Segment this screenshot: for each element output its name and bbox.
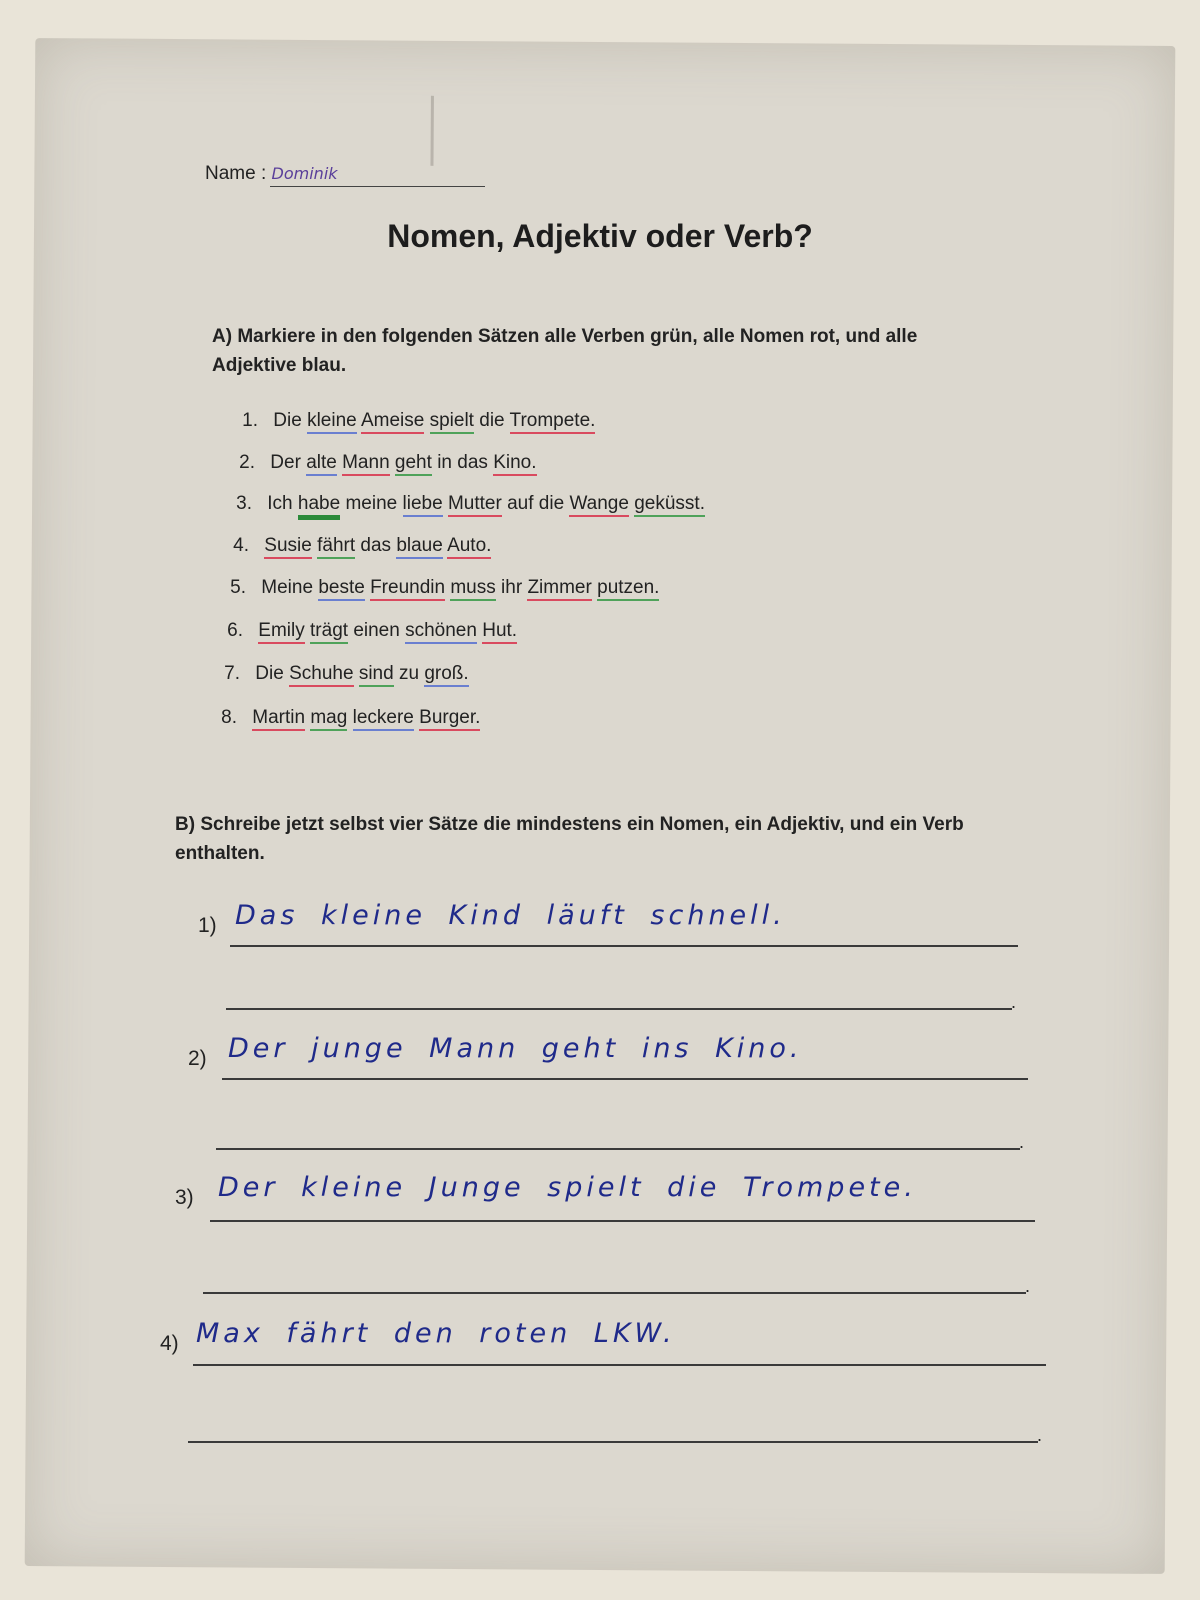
word-noun: Schuhe: [289, 663, 353, 687]
word-noun: Burger.: [419, 707, 480, 731]
word-noun: Susie: [264, 535, 312, 559]
name-label: Name :: [205, 163, 267, 184]
sentence-7: [210, 663, 469, 685]
word: Der: [270, 452, 301, 473]
word-noun: Hut.: [482, 620, 517, 644]
sentence-number: 4.: [233, 535, 249, 556]
word: Ich: [267, 493, 293, 514]
section-a-text: Markiere in den folgenden Sätzen alle Verben grün, alle Nomen rot, und alle Adjektive blau.: [212, 326, 918, 376]
paper-crease: [430, 96, 433, 166]
word-verb: habe: [298, 493, 340, 520]
word-verb: muss: [450, 577, 495, 601]
word-adjective: groß.: [424, 663, 468, 687]
word: auf: [507, 493, 534, 514]
name-value: Dominik: [271, 164, 338, 183]
word-noun: Freundin: [370, 577, 445, 601]
sentence-8: [207, 707, 480, 729]
word: Die: [255, 663, 284, 684]
line-end-mark: .: [1037, 1425, 1043, 1445]
word-verb: putzen.: [597, 577, 659, 601]
word-noun: Auto.: [447, 535, 491, 559]
word-verb: spielt: [430, 410, 474, 434]
answer-handwriting: Max fährt den roten LKW.: [196, 1318, 676, 1349]
sentence-1: [228, 410, 595, 432]
answer-line: [188, 1441, 1038, 1443]
word-noun: Mutter: [448, 493, 502, 517]
answer-handwriting: Der kleine Junge spielt die Trompete.: [218, 1172, 917, 1203]
word-noun: Martin: [252, 707, 305, 731]
word-noun: Emily: [258, 620, 304, 644]
word: Meine: [261, 577, 314, 598]
word-adjective: blaue: [396, 535, 443, 559]
word-adjective: leckere: [353, 707, 414, 731]
section-b-instruction: [175, 810, 995, 868]
sentence-2: [225, 452, 537, 474]
word-noun: Zimmer: [527, 577, 591, 601]
word-adjective: kleine: [307, 410, 357, 434]
sentence-number: 2.: [239, 452, 255, 473]
word-adjective: beste: [318, 577, 364, 601]
word: meine: [345, 493, 398, 514]
answer-line: [226, 1008, 1012, 1010]
answer-handwriting: Der junge Mann geht ins Kino.: [228, 1033, 803, 1064]
section-b-text: Schreibe jetzt selbst vier Sätze die mindestens ein Nomen, ein Adjektiv, und ein Verb enthalten.: [175, 814, 964, 864]
line-end-mark: .: [1019, 1132, 1025, 1152]
section-a-instruction: [212, 322, 972, 380]
name-line: [270, 186, 485, 187]
answer-line: [230, 945, 1018, 947]
sentence-number: 5.: [230, 577, 246, 598]
word-noun: Mann: [342, 452, 390, 476]
word-noun: Ameise: [361, 410, 424, 434]
answer-line: [210, 1220, 1035, 1222]
sentence-number: 3.: [236, 493, 252, 514]
word-verb: mag: [310, 707, 347, 731]
answer-number: 3): [175, 1186, 194, 1209]
word-verb: fährt: [317, 535, 355, 559]
word: das: [360, 535, 392, 556]
answer-number: 4): [160, 1332, 179, 1355]
worksheet-title: Nomen, Adjektiv oder Verb?: [387, 218, 813, 254]
word-adjective: alte: [306, 452, 337, 476]
word-adjective: schönen: [405, 620, 477, 644]
word: zu: [398, 663, 420, 684]
section-b-label: B): [175, 814, 196, 835]
word-verb: sind: [359, 663, 394, 687]
name-row: [205, 163, 338, 185]
word: ihr: [501, 577, 523, 598]
word: die: [538, 493, 565, 514]
word-verb: trägt: [310, 620, 348, 644]
word: in: [437, 452, 452, 473]
word-noun: Trompete.: [510, 410, 596, 434]
sentence-4: [219, 535, 491, 557]
answer-line: [222, 1078, 1028, 1080]
word: Die: [273, 410, 302, 431]
line-end-mark: .: [1025, 1276, 1031, 1296]
word: einen: [353, 620, 400, 641]
answer-line: [216, 1148, 1020, 1150]
answer-line: [203, 1292, 1026, 1294]
word-verb: geht: [395, 452, 432, 476]
sentence-number: 7.: [224, 663, 240, 684]
line-end-mark: .: [1011, 992, 1017, 1012]
sentence-3: [222, 493, 705, 515]
answer-number: 2): [188, 1047, 207, 1070]
sentence-number: 1.: [242, 410, 258, 431]
sentence-number: 6.: [227, 620, 243, 641]
sentence-5: [216, 577, 659, 599]
sentence-6: [213, 620, 517, 642]
answer-handwriting: Das kleine Kind läuft schnell.: [235, 900, 786, 931]
answer-line: [193, 1364, 1046, 1366]
word-noun: Wange: [569, 493, 629, 517]
word: das: [457, 452, 488, 473]
answer-number: 1): [198, 914, 217, 937]
section-a-label: A): [212, 326, 233, 347]
word-adjective: liebe: [403, 493, 443, 517]
sentence-number: 8.: [221, 707, 237, 728]
word-verb: geküsst.: [634, 493, 705, 517]
word-noun: Kino.: [493, 452, 536, 476]
word: die: [479, 410, 505, 431]
